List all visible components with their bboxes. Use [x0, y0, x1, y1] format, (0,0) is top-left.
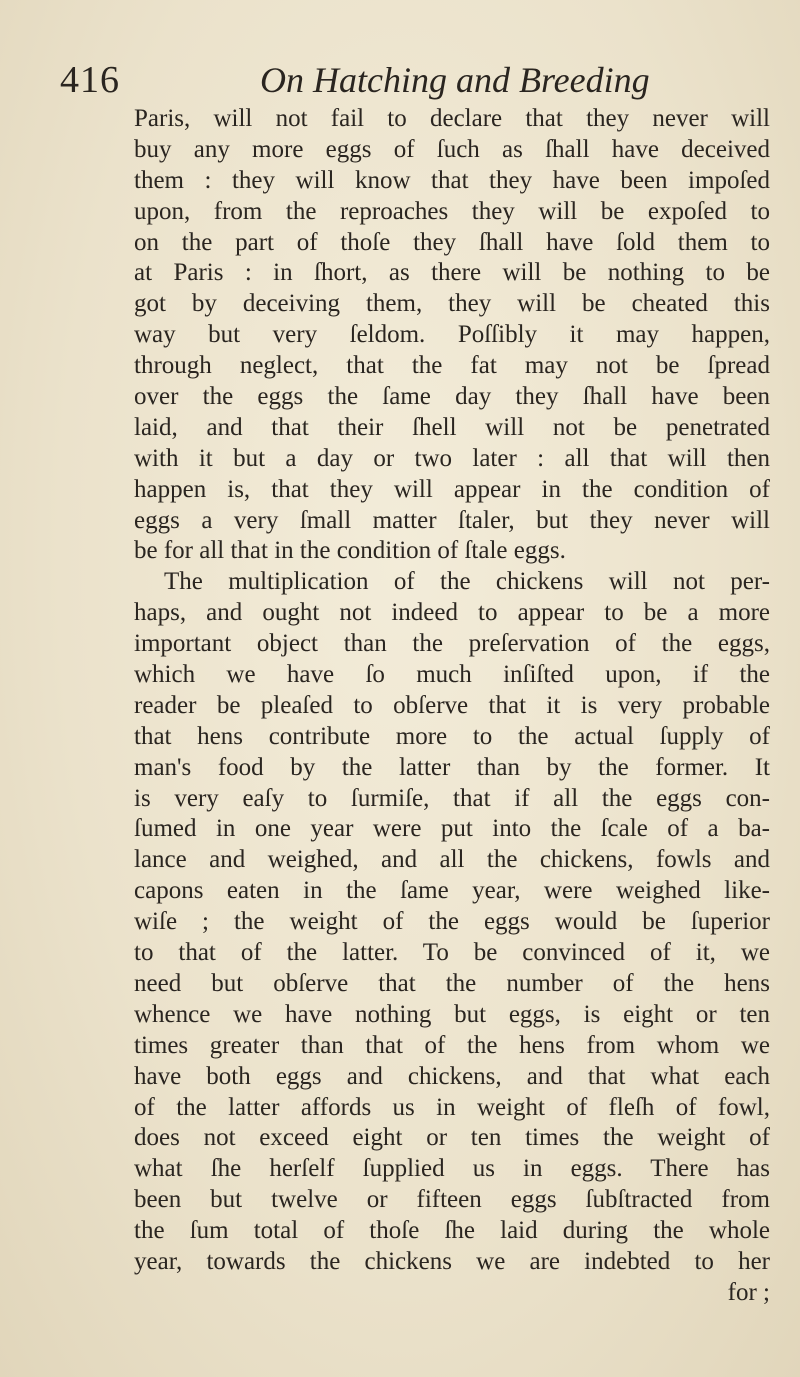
text-line: year, towards the chickens we are indebted to her	[134, 1247, 770, 1275]
text-line: important object than the preſervation of the eggs,	[134, 630, 770, 658]
text-line: been but twelve or fifteen eggs ſubſtracted from	[134, 1186, 770, 1214]
text-line: them : they will know that they have been impoſed	[134, 166, 770, 194]
text-line: laid, and that their ſhell will not be penetrated	[134, 413, 770, 441]
text-line: through neglect, that the fat may not be ſpread	[134, 352, 770, 380]
catchword-row	[134, 1278, 770, 1309]
page-number: 416	[60, 59, 120, 101]
text-line: that hens contribute more to the actual ſupply of	[134, 722, 770, 750]
text-line: capons eaten in the ſame year, were weighed like-	[134, 877, 770, 905]
page-header	[60, 58, 760, 102]
text-line: ſumed in one year were put into the ſcale of a ba-	[134, 815, 770, 843]
text-line: the ſum total of thoſe ſhe laid during the whole	[134, 1217, 770, 1245]
catchword: for ;	[727, 1278, 770, 1306]
text-line: buy any more eggs of ſuch as ſhall have deceived	[134, 135, 770, 163]
text-line: reader be pleaſed to obſerve that it is very probable	[134, 691, 770, 719]
text-line: The multiplication of the chickens will not per-	[164, 568, 770, 596]
text-line: of the latter affords us in weight of fleſh of fowl,	[134, 1093, 770, 1121]
text-line: happen is, that they will appear in the condition of	[134, 475, 770, 503]
text-line: to that of the latter. To be convinced of it, we	[134, 939, 770, 967]
text-line: over the eggs the ſame day they ſhall have been	[134, 383, 770, 411]
text-line: man's food by the latter than by the former. It	[134, 753, 770, 781]
text-line: what ſhe herſelf ſupplied us in eggs. There has	[134, 1155, 770, 1183]
body-text	[134, 104, 770, 1309]
text-line: got by deceiving them, they will be cheated this	[134, 290, 770, 318]
text-line: which we have ſo much inſiſted upon, if the	[134, 661, 770, 689]
text-line: lance and weighed, and all the chickens, fowls and	[134, 846, 770, 874]
text-line: at Paris : in ſhort, as there will be nothing to be	[134, 259, 770, 287]
text-line: eggs a very ſmall matter ſtaler, but they never will	[134, 506, 770, 534]
text-line: with it but a day or two later : all that will then	[134, 444, 770, 472]
text-line: upon, from the reproaches they will be expoſed to	[134, 197, 770, 225]
text-line: wiſe ; the weight of the eggs would be ſuperior	[134, 908, 770, 936]
text-line: have both eggs and chickens, and that what each	[134, 1062, 770, 1090]
text-line: way but very ſeldom. Poſſibly it may happen,	[134, 321, 770, 349]
text-line: Paris, will not fail to declare that they never will	[134, 105, 770, 132]
text-line: does not exceed eight or ten times the weight of	[134, 1124, 770, 1152]
text-line: need but obſerve that the number of the hens	[134, 969, 770, 997]
text-line: is very eaſy to ſurmiſe, that if all the eggs con-	[134, 784, 770, 812]
text-line: whence we have nothing but eggs, is eight or ten	[134, 1000, 770, 1028]
text-line: be for all that in the condition of ſtale eggs.	[134, 537, 566, 565]
text-line: haps, and ought not indeed to appear to be a more	[134, 599, 770, 627]
text-line: on the part of thoſe they ſhall have ſold them to	[134, 228, 770, 256]
text-line: times greater than that of the hens from whom we	[134, 1031, 770, 1059]
running-title: On Hatching and Breeding	[260, 60, 650, 100]
